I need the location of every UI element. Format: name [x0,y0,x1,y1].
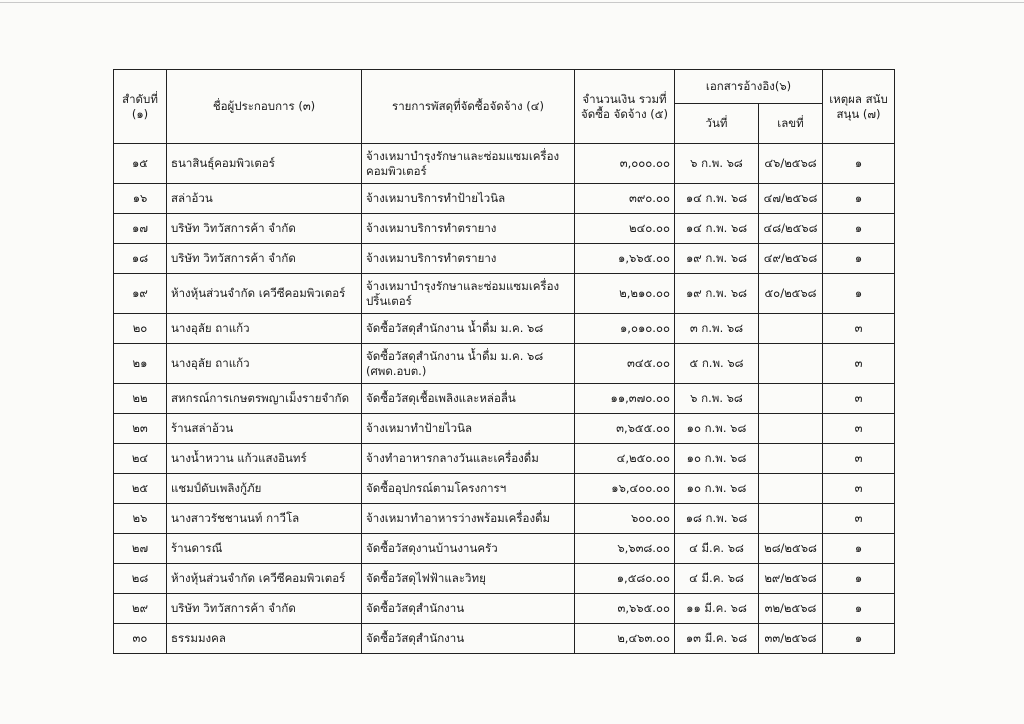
table-row [114,274,895,314]
cell-date: ๑๔ ก.พ. ๖๘ [675,184,759,214]
cell-date: ๖ ก.พ. ๖๘ [675,384,759,414]
cell-reason: ๓ [823,444,895,474]
cell-item: จ้างเหมาทำอาหารว่างพร้อมเครื่องดื่ม [362,504,575,534]
cell-no: ๑๙ [114,274,167,314]
cell-reason: ๓ [823,504,895,534]
cell-no: ๒๓ [114,414,167,444]
cell-date: ๖ ก.พ. ๖๘ [675,144,759,184]
cell-no: ๑๕ [114,144,167,184]
cell-number [759,474,823,504]
table-body [114,144,895,654]
cell-no: ๑๖ [114,184,167,214]
header-no: สำดับที่ (๑) [114,70,167,144]
scan-edge-line [0,2,1024,3]
cell-vendor: ร้านสล่าอ้วน [167,414,362,444]
cell-amount: ๓๙๐.๐๐ [575,184,675,214]
cell-number: ๕๐/๒๕๖๘ [759,274,823,314]
cell-number: ๓๒/๒๕๖๘ [759,594,823,624]
cell-item: จัดซื้อวัสดุสำนักงาน [362,624,575,654]
procurement-table [113,69,895,654]
cell-date: ๓ ก.พ. ๖๘ [675,314,759,344]
cell-amount: ๒,๔๖๓.๐๐ [575,624,675,654]
cell-number [759,444,823,474]
cell-reason: ๑ [823,244,895,274]
cell-number: ๔๘/๒๕๖๘ [759,214,823,244]
cell-amount: ๑๑,๓๗๐.๐๐ [575,384,675,414]
table-row [114,344,895,384]
cell-vendor: แชมป์ดับเพลิงกู้ภัย [167,474,362,504]
cell-vendor: ห้างหุ้นส่วนจำกัด เควีซีคอมพิวเตอร์ [167,564,362,594]
table-row [114,444,895,474]
table-row [114,594,895,624]
cell-amount: ๑๖,๔๐๐.๐๐ [575,474,675,504]
cell-number: ๓๓/๒๕๖๘ [759,624,823,654]
cell-amount: ๖,๖๓๘.๐๐ [575,534,675,564]
cell-reason: ๓ [823,344,895,384]
cell-reason: ๓ [823,414,895,444]
cell-reason: ๑ [823,144,895,184]
cell-number [759,344,823,384]
table-row [114,414,895,444]
table-row [114,244,895,274]
cell-amount: ๔,๒๕๐.๐๐ [575,444,675,474]
cell-date: ๔ มี.ค. ๖๘ [675,564,759,594]
cell-item: จ้างเหมาบริการทำตรายาง [362,214,575,244]
cell-no: ๒๒ [114,384,167,414]
cell-item: จัดซื้ออุปกรณ์ตามโครงการฯ [362,474,575,504]
cell-item: จ้างเหมาทำป้ายไวนิล [362,414,575,444]
cell-date: ๔ มี.ค. ๖๘ [675,534,759,564]
cell-vendor: นางสาวรัชชานนท์ กาวีโล [167,504,362,534]
cell-no: ๒๐ [114,314,167,344]
table-row [114,384,895,414]
cell-item: จ้างเหมาบำรุงรักษาและซ่อมแซมเครื่อง คอมพิวเตอร์ [362,144,575,184]
cell-no: ๒๖ [114,504,167,534]
table-row [114,624,895,654]
cell-number: ๔๗/๒๕๖๘ [759,184,823,214]
header-amount: จำนวนเงิน รวมที่ จัดซื้อ จัดจ้าง (๕) [575,70,675,144]
cell-date: ๑๙ ก.พ. ๖๘ [675,244,759,274]
cell-item: จัดซื้อวัสดุงานบ้านงานครัว [362,534,575,564]
table-row [114,474,895,504]
cell-no: ๒๕ [114,474,167,504]
cell-vendor: สหกรณ์การเกษตรพญาเม็งรายจำกัด [167,384,362,414]
cell-reason: ๑ [823,624,895,654]
cell-number [759,384,823,414]
cell-amount: ๑,๐๑๐.๐๐ [575,314,675,344]
cell-amount: ๖๐๐.๐๐ [575,504,675,534]
cell-vendor: ธนาสินธุ์คอมพิวเตอร์ [167,144,362,184]
cell-item: จัดซื้อวัสดุสำนักงาน น้ำดื่ม ม.ค. ๖๘ [362,314,575,344]
cell-vendor: นางอุลัย ถาแก้ว [167,344,362,384]
table-header [114,70,895,144]
cell-number: ๔๙/๒๕๖๘ [759,244,823,274]
cell-no: ๒๘ [114,564,167,594]
cell-no: ๒๔ [114,444,167,474]
cell-vendor: ธรรมมงคล [167,624,362,654]
cell-reason: ๑ [823,594,895,624]
cell-reason: ๑ [823,214,895,244]
cell-number [759,314,823,344]
cell-reason: ๑ [823,534,895,564]
cell-date: ๑๐ ก.พ. ๖๘ [675,474,759,504]
cell-number [759,414,823,444]
header-reason: เหตุผล สนับ สนุน (๗) [823,70,895,144]
table-row [114,214,895,244]
cell-vendor: บริษัท วิทวัสการค้า จำกัด [167,244,362,274]
table-row [114,564,895,594]
cell-date: ๑๘ ก.พ. ๖๘ [675,504,759,534]
cell-item: จัดซื้อวัสดุสำนักงาน [362,594,575,624]
cell-reason: ๑ [823,564,895,594]
cell-date: ๑๔ ก.พ. ๖๘ [675,214,759,244]
cell-amount: ๑,๕๘๐.๐๐ [575,564,675,594]
header-item: รายการพัสดุที่จัดซื้อจัดจ้าง (๔) [362,70,575,144]
cell-date: ๑๐ ก.พ. ๖๘ [675,414,759,444]
table-row [114,504,895,534]
cell-item: จ้างเหมาบริการทำตรายาง [362,244,575,274]
cell-item: จัดซื้อวัสดุสำนักงาน น้ำดื่ม ม.ค. ๖๘ (ศพด.อบต.) [362,344,575,384]
cell-date: ๑๐ ก.พ. ๖๘ [675,444,759,474]
cell-item: จ้างเหมาบำรุงรักษาและซ่อมแซมเครื่อง ปริ้นเตอร์ [362,274,575,314]
header-number: เลขที่ [759,104,823,144]
cell-no: ๑๗ [114,214,167,244]
cell-amount: ๓๔๕.๐๐ [575,344,675,384]
cell-reason: ๓ [823,474,895,504]
cell-amount: ๑,๖๖๕.๐๐ [575,244,675,274]
cell-vendor: บริษัท วิทวัสการค้า จำกัด [167,594,362,624]
cell-no: ๓๐ [114,624,167,654]
cell-vendor: นางน้ำหวาน แก้วแสงอินทร์ [167,444,362,474]
cell-number: ๒๙/๒๕๖๘ [759,564,823,594]
cell-item: จ้างเหมาบริการทำป้ายไวนิล [362,184,575,214]
table-row [114,314,895,344]
cell-date: ๑๙ ก.พ. ๖๘ [675,274,759,314]
cell-reason: ๑ [823,184,895,214]
cell-vendor: ร้านดารณี [167,534,362,564]
table-row [114,144,895,184]
cell-date: ๑๑ มี.ค. ๖๘ [675,594,759,624]
cell-date: ๕ ก.พ. ๖๘ [675,344,759,384]
table-row [114,184,895,214]
cell-reason: ๑ [823,274,895,314]
cell-no: ๒๙ [114,594,167,624]
cell-item: จัดซื้อวัสดุไฟฟ้าและวิทยุ [362,564,575,594]
cell-amount: ๒,๒๑๐.๐๐ [575,274,675,314]
cell-no: ๒๗ [114,534,167,564]
cell-item: จ้างทำอาหารกลางวันและเครื่องดื่ม [362,444,575,474]
cell-amount: ๓,๐๐๐.๐๐ [575,144,675,184]
cell-reason: ๓ [823,384,895,414]
cell-number [759,504,823,534]
cell-amount: ๓,๖๕๕.๐๐ [575,414,675,444]
cell-vendor: สล่าอ้วน [167,184,362,214]
header-date: วันที่ [675,104,759,144]
header-ref-docs: เอกสารอ้างอิง(๖) [675,70,823,104]
cell-no: ๒๑ [114,344,167,384]
cell-vendor: ห้างหุ้นส่วนจำกัด เควีซีคอมพิวเตอร์ [167,274,362,314]
cell-reason: ๓ [823,314,895,344]
table-row [114,534,895,564]
cell-date: ๑๓ มี.ค. ๖๘ [675,624,759,654]
header-vendor: ชื่อผู้ประกอบการ (๓) [167,70,362,144]
cell-item: จัดซื้อวัสดุเชื้อเพลิงและหล่อลื่น [362,384,575,414]
cell-amount: ๒๔๐.๐๐ [575,214,675,244]
cell-vendor: บริษัท วิทวัสการค้า จำกัด [167,214,362,244]
cell-number: ๒๘/๒๕๖๘ [759,534,823,564]
cell-no: ๑๘ [114,244,167,274]
cell-amount: ๓,๖๖๕.๐๐ [575,594,675,624]
cell-number: ๔๖/๒๕๖๘ [759,144,823,184]
cell-vendor: นางอุลัย ถาแก้ว [167,314,362,344]
